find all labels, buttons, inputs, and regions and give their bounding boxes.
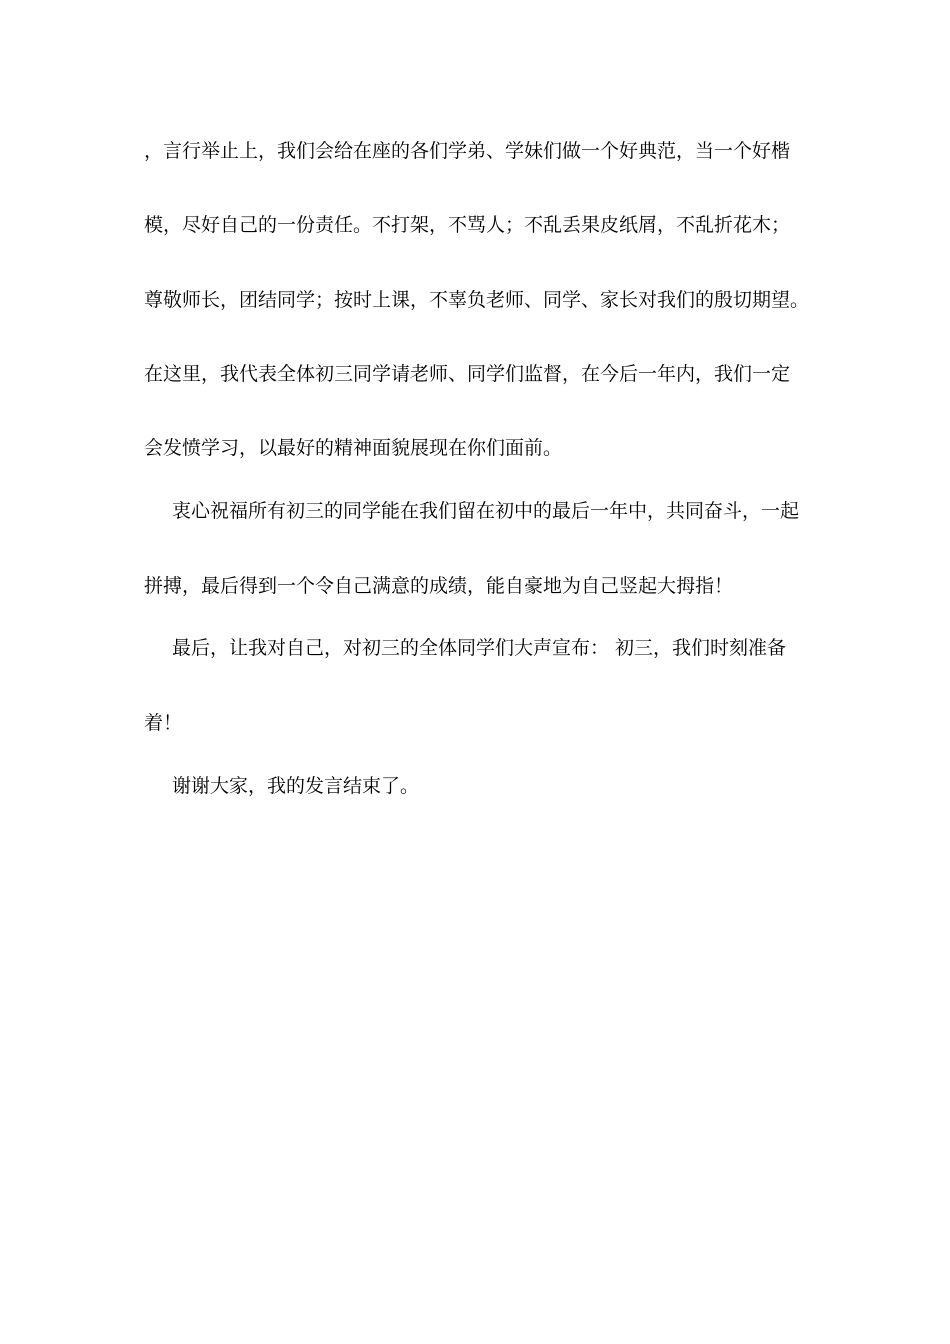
paragraph-4-line-1: 谢谢大家，我的发言结束了。: [172, 775, 420, 797]
text-line-5: 会发愤学习，以最好的精神面貌展现在你们面前。: [144, 437, 563, 459]
paragraph-2-line-2: 拼搏，最后得到一个令自己满意的成绩，能自豪地为自己竖起大拇指！: [144, 575, 734, 597]
text-line-1: ，言行举止上，我们会给在座的各们学弟、学妹们做一个好典范，当一个好楷: [144, 140, 791, 162]
paragraph-2-line-1: 衷心祝福所有初三的同学能在我们留在初中的最后一年中，共同奋斗，一起: [172, 500, 800, 522]
text-line-2: 模，尽好自己的一份责任。不打架，不骂人；不乱丢果皮纸屑，不乱折花木；: [144, 214, 791, 236]
paragraph-3-line-1: 最后，让我对自己，对初三的全体同学们大声宣布： 初三，我们时刻准备: [172, 637, 787, 659]
paragraph-3-line-2: 着！: [144, 712, 183, 734]
text-line-4: 在这里，我代表全体初三同学请老师、同学们监督，在今后一年内，我们一定: [144, 363, 791, 385]
text-line-3: 尊敬师长，团结同学；按时上课，不辜负老师、同学、家长对我们的殷切期望。: [144, 289, 810, 311]
